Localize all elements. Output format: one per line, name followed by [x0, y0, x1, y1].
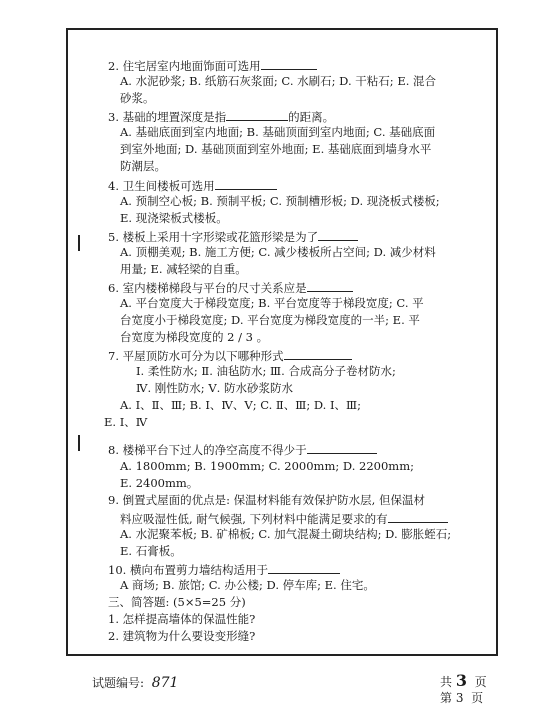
page-total: 共 3 页	[440, 671, 487, 690]
exam-code: 试题编号: 871	[92, 675, 179, 691]
question-9-options: E. 石膏板。	[120, 544, 182, 558]
question-5-stem: 5. 楼板上采用十字形梁或花篮形梁是为了	[108, 229, 358, 244]
question-7-items: Ⅰ. 柔性防水; Ⅱ. 油毡防水; Ⅲ. 合成高分子卷材防水;	[136, 364, 396, 378]
question-8-options: E. 2400mm。	[120, 476, 199, 490]
question-10-stem: 10. 横向布置剪力墙结构适用于	[108, 562, 340, 577]
short-answer-question: 1. 怎样提高墙体的保温性能?	[108, 612, 256, 626]
question-4-options: E. 现浇梁板式楼板。	[120, 211, 228, 225]
question-7-options: A. Ⅰ、Ⅱ、Ⅲ; B. Ⅰ、Ⅳ、Ⅴ; C. Ⅱ、Ⅲ; D. Ⅰ、Ⅲ;	[120, 398, 361, 412]
question-9-options: 料应吸湿性低, 耐气候强, 下列材料中能满足要求的有	[120, 511, 448, 526]
question-2-stem: 2. 住宅居室内地面饰面可选用	[108, 58, 317, 73]
question-2-options: A. 水泥砂浆; B. 纸筋石灰浆面; C. 水刷石; D. 干粘石; E. 混合	[120, 74, 437, 88]
margin-mark	[78, 435, 80, 451]
question-10-options: A 商场; B. 旅馆; C. 办公楼; D. 停车库; E. 住宅。	[120, 578, 375, 592]
question-3-options: 到室外地面; D. 基础顶面到室外地面; E. 基础底面到墙身水平	[120, 142, 432, 156]
question-7-items: Ⅳ. 刚性防水; Ⅴ. 防水砂浆防水	[136, 381, 293, 395]
question-4-options: A. 预制空心板; B. 预制平板; C. 预制槽形板; D. 现浇板式楼板;	[120, 194, 440, 208]
question-6-stem: 6. 室内楼梯梯段与平台的尺寸关系应是	[108, 280, 353, 295]
question-9-options: A. 水泥聚苯板; B. 矿棉板; C. 加气混凝土砌块结构; D. 膨胀蛭石;	[120, 527, 452, 541]
page-number: 第 3 页	[440, 691, 484, 705]
question-3-options: 防潮层。	[120, 159, 166, 173]
section-title: 三、简答题: (5×5=25 分)	[108, 595, 246, 609]
question-6-options: A. 平台宽度大于梯段宽度; B. 平台宽度等于梯段宽度; C. 平	[120, 296, 424, 310]
question-8-stem: 8. 楼梯平台下过人的净空高度不得少于	[108, 442, 377, 457]
question-8-options: A. 1800mm; B. 1900mm; C. 2000mm; D. 2200mm;	[120, 459, 414, 473]
question-7-options: E. Ⅰ、Ⅳ	[104, 415, 148, 429]
question-2-options: 砂浆。	[120, 91, 155, 105]
question-5-options: A. 顶棚美观; B. 施工方便; C. 减少楼板所占空间; D. 减少材料	[120, 245, 436, 259]
question-3-stem: 3. 基础的埋置深度是指 的距离。	[108, 110, 335, 124]
question-6-options: 台宽度小于梯段宽度; D. 平台宽度为梯段宽度的一半; E. 平	[120, 313, 420, 327]
question-9-stem: 9. 倒置式屋面的优点是: 保温材料能有效保护防水层, 但保温材	[108, 493, 425, 507]
question-4-stem: 4. 卫生间楼板可选用	[108, 178, 277, 193]
question-5-options: 用量; E. 减轻梁的自重。	[120, 262, 247, 276]
question-7-stem: 7. 平屋顶防水可分为以下哪种形式	[108, 348, 352, 363]
question-6-options: 台宽度为梯段宽度的 2 / 3 。	[120, 330, 269, 344]
margin-mark	[78, 235, 80, 251]
question-3-options: A. 基础底面到室内地面; B. 基础顶面到室内地面; C. 基础底面	[120, 125, 436, 139]
short-answer-question: 2. 建筑物为什么要设变形缝?	[108, 629, 256, 643]
